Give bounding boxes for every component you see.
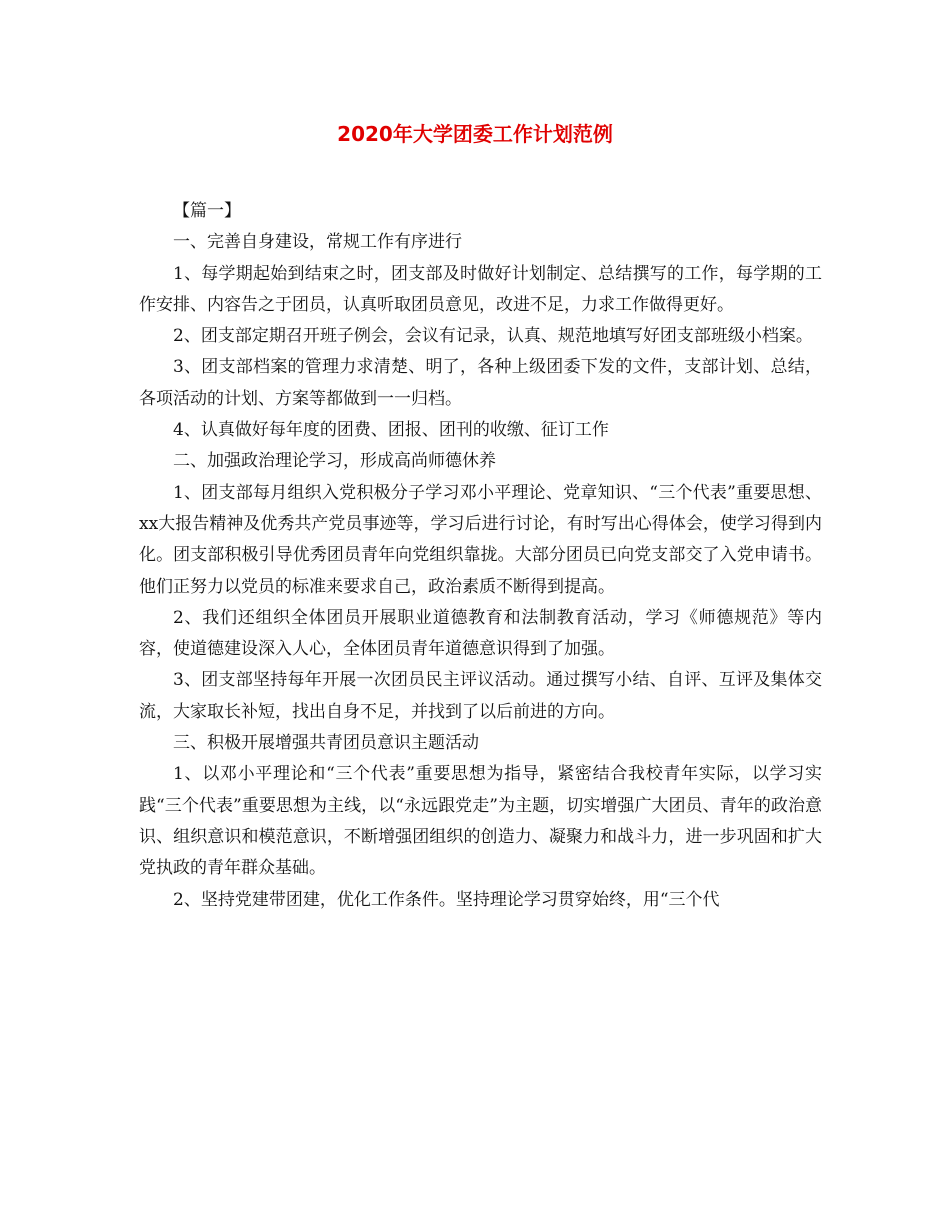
- paragraph-2-1: 1、团支部每月组织入党积极分子学习邓小平理论、党章知识、“三个代表”重要思想、xx大报告精神及优秀共产党员事迹等，学习后进行讨论，有时写出心得体会，使学习得到内化。团支部积极引导优秀团员青年向党组织靠拢。大部分团员已向党支部交了入党申请书。他们正努力以党员的标准来要求自己，政治素质不断得到提高。: [139, 482, 822, 597]
- document-body: [139, 196, 822, 916]
- section-heading-3: 三、积极开展增强共青团员意识主题活动: [173, 733, 479, 754]
- paragraph-1-4: 4、认真做好每年度的团费、团报、团刊的收缴、征订工作: [173, 420, 609, 441]
- section-heading-1: 一、完善自身建设，常规工作有序进行: [173, 232, 462, 253]
- paragraph-2-3: 3、团支部坚持每年开展一次团员民主评议活动。通过撰写小结、自评、互评及集体交流，大家取长补短，找出自身不足，并找到了以后前进的方向。: [139, 670, 822, 722]
- paragraph-1-1: 1、每学期起始到结束之时，团支部及时做好计划制定、总结撰写的工作，每学期的工作安排、内容告之于团员，认真听取团员意见，改进不足，力求工作做得更好。: [139, 263, 822, 315]
- section-label: 【篇一】: [173, 201, 241, 221]
- paragraph-3-2: 2、坚持党建带团建，优化工作条件。坚持理论学习贯穿始终，用“三个代: [173, 889, 720, 910]
- paragraph-1-3: 3、团支部档案的管理力求清楚、明了，各种上级团委下发的文件，支部计划、总结，各项活动的计划、方案等都做到一一归档。: [139, 357, 822, 409]
- paragraph-1-2: 2、团支部定期召开班子例会，会议有记录，认真、规范地填写好团支部班级小档案。: [173, 326, 813, 347]
- document-title: 2020年大学团委工作计划范例: [337, 122, 613, 146]
- paragraph-2-2: 2、我们还组织全体团员开展职业道德教育和法制教育活动，学习《师德规范》等内容，使道德建设深入人心，全体团员青年道德意识得到了加强。: [139, 607, 822, 660]
- paragraph-3-1: 1、以邓小平理论和“三个代表”重要思想为指导，紧密结合我校青年实际，以学习实践“三个代表”重要思想为主线，以“永远跟党走”为主题，切实增强广大团员、青年的政治意识、组织意识和模范意识，不断增强团组织的创造力、凝聚力和战斗力，进一步巩固和扩大党执政的青年群众基础。: [139, 764, 822, 879]
- section-heading-2: 二、加强政治理论学习，形成高尚师德休养: [173, 451, 496, 472]
